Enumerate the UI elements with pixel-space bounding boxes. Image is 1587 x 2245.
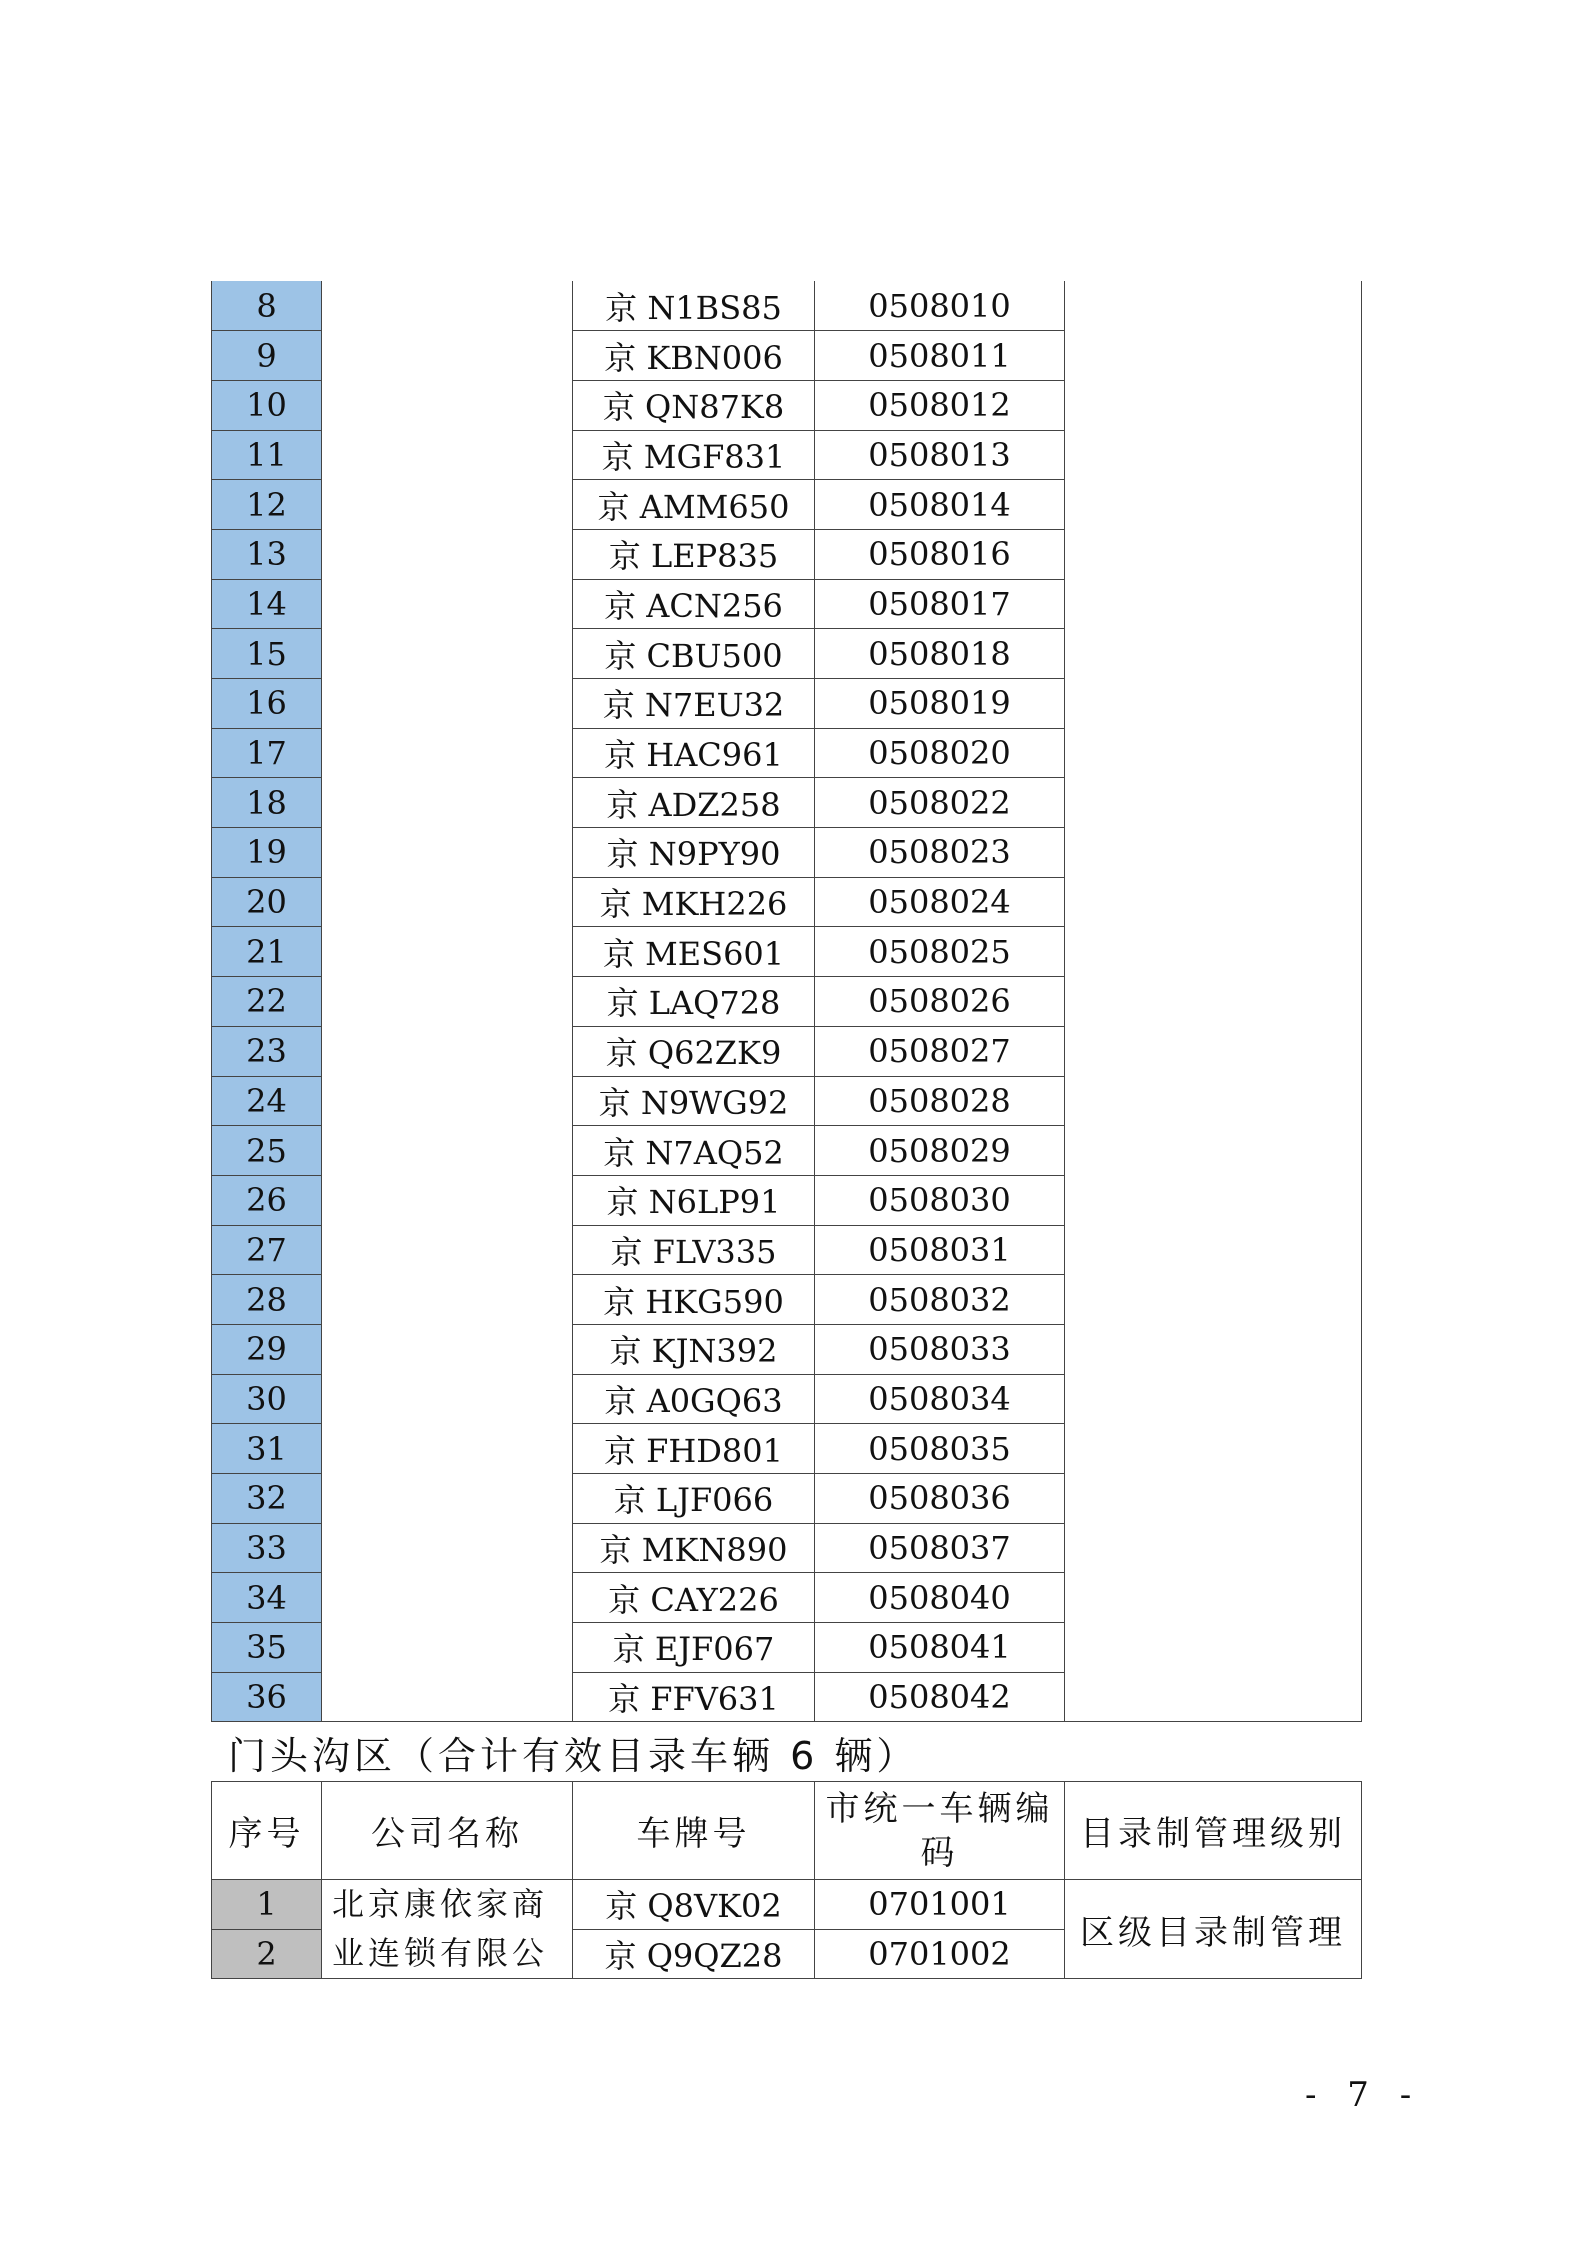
row-seq: 32 (212, 1474, 322, 1524)
row-code: 0508027 (815, 1026, 1065, 1076)
row-plate: 京 N6LP91 (573, 1175, 815, 1225)
row-code: 0508041 (815, 1623, 1065, 1673)
row-seq: 19 (212, 828, 322, 878)
company-name: 北京康依家商业连锁有限公 (322, 1880, 573, 1979)
row-seq: 24 (212, 1076, 322, 1126)
row-plate: 京 Q62ZK9 (573, 1026, 815, 1076)
row-code: 0508032 (815, 1275, 1065, 1325)
header-code: 市统一车辆编码 (815, 1782, 1065, 1880)
table-row (212, 1880, 1362, 1930)
row-plate: 京 FLV335 (573, 1225, 815, 1275)
row-seq: 1 (212, 1880, 322, 1930)
level-cell-empty (1065, 281, 1362, 1722)
row-code: 0508011 (815, 331, 1065, 381)
row-code: 0508019 (815, 679, 1065, 729)
row-plate: 京 MES601 (573, 927, 815, 977)
row-code: 0508028 (815, 1076, 1065, 1126)
section-title: 门头沟区（合计有效目录车辆 6 辆） (228, 1734, 919, 1778)
row-code: 0508014 (815, 480, 1065, 530)
row-seq: 21 (212, 927, 322, 977)
row-plate: 京 KBN006 (573, 331, 815, 381)
row-code: 0508030 (815, 1175, 1065, 1225)
row-code: 0508013 (815, 430, 1065, 480)
row-plate: 京 A0GQ63 (573, 1374, 815, 1424)
row-code: 0701001 (815, 1880, 1065, 1930)
row-seq: 12 (212, 480, 322, 530)
row-plate: 京 HKG590 (573, 1275, 815, 1325)
row-code: 0508036 (815, 1474, 1065, 1524)
row-seq: 8 (212, 281, 322, 331)
row-plate: 京 FFV631 (573, 1672, 815, 1722)
row-seq: 33 (212, 1523, 322, 1573)
row-code: 0508023 (815, 828, 1065, 878)
header-company: 公司名称 (322, 1782, 573, 1880)
row-seq: 27 (212, 1225, 322, 1275)
row-plate: 京 ADZ258 (573, 778, 815, 828)
row-seq: 2 (212, 1929, 322, 1979)
row-seq: 20 (212, 877, 322, 927)
row-seq: 9 (212, 331, 322, 381)
row-code: 0508034 (815, 1374, 1065, 1424)
row-code: 0508022 (815, 778, 1065, 828)
row-seq: 34 (212, 1573, 322, 1623)
row-seq: 14 (212, 579, 322, 629)
row-code: 0508024 (815, 877, 1065, 927)
header-seq: 序号 (212, 1782, 322, 1880)
row-plate: 京 LJF066 (573, 1474, 815, 1524)
row-plate: 京 N7AQ52 (573, 1126, 815, 1176)
row-seq: 13 (212, 529, 322, 579)
row-seq: 31 (212, 1424, 322, 1474)
row-seq: 30 (212, 1374, 322, 1424)
row-code: 0508035 (815, 1424, 1065, 1474)
header-level: 目录制管理级别 (1065, 1782, 1362, 1880)
row-plate: 京 KJN392 (573, 1324, 815, 1374)
continued-vehicle-table (211, 281, 1362, 1722)
row-code: 0508020 (815, 728, 1065, 778)
row-seq: 10 (212, 380, 322, 430)
row-seq: 17 (212, 728, 322, 778)
row-plate: 京 EJF067 (573, 1623, 815, 1673)
row-plate: 京 LEP835 (573, 529, 815, 579)
row-plate: 京 QN87K8 (573, 380, 815, 430)
row-code: 0508017 (815, 579, 1065, 629)
row-plate: 京 CBU500 (573, 629, 815, 679)
row-code: 0508018 (815, 629, 1065, 679)
row-code: 0508031 (815, 1225, 1065, 1275)
management-level: 区级目录制管理 (1065, 1880, 1362, 1979)
row-code: 0508033 (815, 1324, 1065, 1374)
row-plate: 京 Q8VK02 (573, 1880, 815, 1930)
row-plate: 京 LAQ728 (573, 977, 815, 1027)
row-code: 0508029 (815, 1126, 1065, 1176)
row-code: 0508040 (815, 1573, 1065, 1623)
row-code: 0701002 (815, 1929, 1065, 1979)
row-code: 0508026 (815, 977, 1065, 1027)
row-code: 0508010 (815, 281, 1065, 331)
row-code: 0508016 (815, 529, 1065, 579)
row-plate: 京 MGF831 (573, 430, 815, 480)
row-seq: 23 (212, 1026, 322, 1076)
row-seq: 22 (212, 977, 322, 1027)
row-plate: 京 FHD801 (573, 1424, 815, 1474)
row-plate: 京 Q9QZ28 (573, 1929, 815, 1979)
row-plate: 京 N9WG92 (573, 1076, 815, 1126)
row-plate: 京 N7EU32 (573, 679, 815, 729)
table-row (212, 281, 1362, 331)
row-seq: 36 (212, 1672, 322, 1722)
row-code: 0508025 (815, 927, 1065, 977)
row-code: 0508037 (815, 1523, 1065, 1573)
row-seq: 18 (212, 778, 322, 828)
row-plate: 京 N1BS85 (573, 281, 815, 331)
row-plate: 京 MKN890 (573, 1523, 815, 1573)
row-code: 0508042 (815, 1672, 1065, 1722)
mentougou-vehicle-table (211, 1781, 1362, 1979)
header-plate: 车牌号 (573, 1782, 815, 1880)
row-seq: 28 (212, 1275, 322, 1325)
row-seq: 29 (212, 1324, 322, 1374)
row-seq: 11 (212, 430, 322, 480)
row-plate: 京 AMM650 (573, 480, 815, 530)
row-seq: 15 (212, 629, 322, 679)
row-plate: 京 N9PY90 (573, 828, 815, 878)
row-plate: 京 CAY226 (573, 1573, 815, 1623)
table-header-row (212, 1782, 1362, 1880)
company-cell-empty (322, 281, 573, 1722)
row-seq: 26 (212, 1175, 322, 1225)
row-plate: 京 ACN256 (573, 579, 815, 629)
row-seq: 25 (212, 1126, 322, 1176)
row-plate: 京 HAC961 (573, 728, 815, 778)
row-seq: 35 (212, 1623, 322, 1673)
row-code: 0508012 (815, 380, 1065, 430)
page-number: - 7 - (1305, 2075, 1422, 2115)
row-plate: 京 MKH226 (573, 877, 815, 927)
row-seq: 16 (212, 679, 322, 729)
